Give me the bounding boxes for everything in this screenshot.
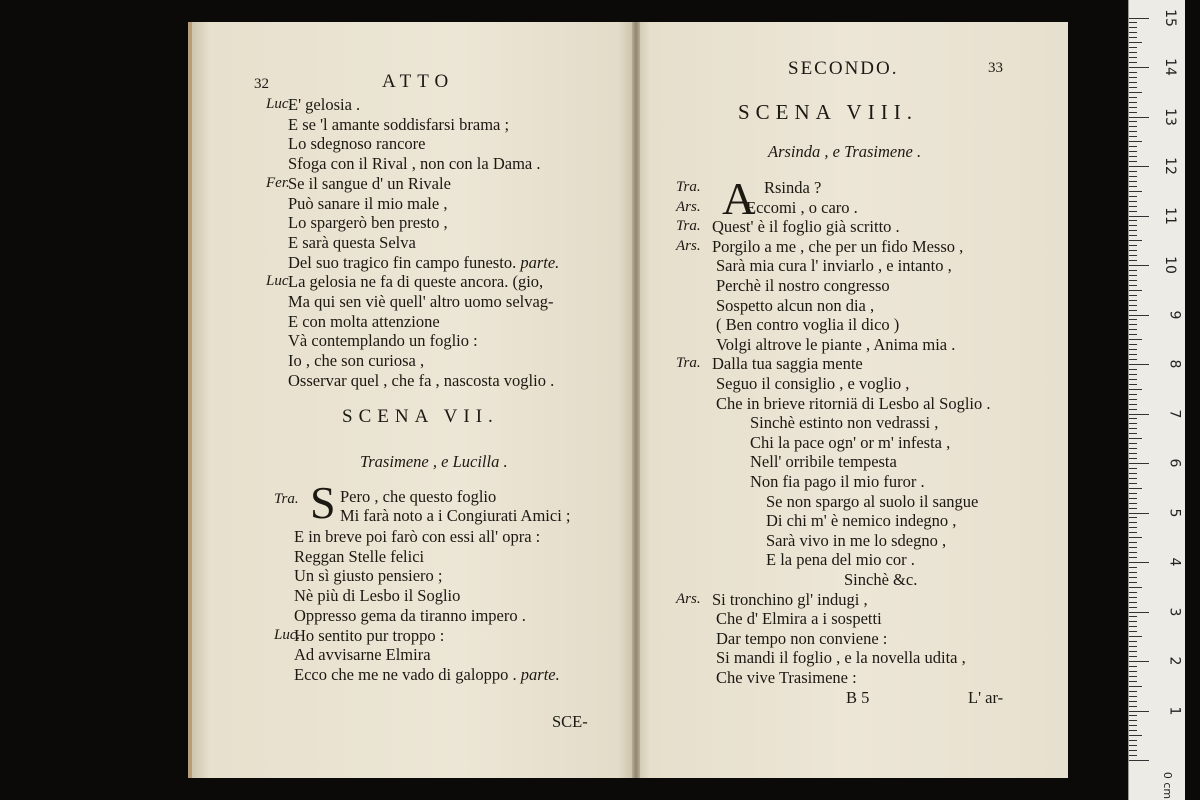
left-page [188,22,636,778]
ruler-tick [1129,508,1137,509]
drop-cap-right: A [722,173,756,224]
verse-text: Un sì giusto pensiero ; [294,566,443,586]
ruler-number: 6 [1166,458,1183,468]
ruler-tick [1129,201,1137,202]
ruler-tick [1129,691,1137,692]
ruler-tick [1129,760,1149,761]
ruler-tick [1129,260,1137,261]
verse-text: Dalla tua saggia mente [712,354,863,374]
ruler-tick [1129,285,1137,286]
ruler-tick [1129,740,1137,741]
verse-text: Osservar quel , che fa , nascosta voglio . [288,370,555,390]
speaker-label: Fer. [266,174,290,191]
catchword-right: L' ar- [968,688,1004,707]
ruler-tick [1129,641,1137,642]
speaker-label: Tra. [676,355,701,372]
ruler-tick [1129,161,1137,162]
verse-text: E' gelosia . [288,95,361,114]
ruler-tick [1129,117,1149,118]
verse-text: Si mandi il foglio , e la novella udita , [716,648,966,668]
ruler-tick [1129,745,1137,746]
ruler-tick [1129,626,1137,627]
ruler-tick [1129,349,1137,350]
ruler-tick [1129,146,1137,147]
ruler-tick [1129,112,1137,113]
verse-text: E sarà questa Selva [288,232,416,252]
verse-text: Ecco che me ne vado di galoppo . parte. [294,664,560,684]
scene-characters-right: Arsinda , e Trasimene . [768,142,922,161]
ruler-tick [1129,414,1149,415]
ruler-tick [1129,240,1142,241]
verse-text: Che in brieve ritorniä di Lesbo al Soglio . [716,393,991,413]
ruler-tick [1129,394,1137,395]
page-number-left: 32 [254,76,269,92]
ruler-tick [1129,270,1137,271]
ruler-number: 3 [1166,607,1183,616]
ruler-tick [1129,52,1137,53]
speaker-label: Ars. [676,590,701,607]
ruler-tick [1129,67,1149,68]
ruler-number: 13 [1162,107,1179,126]
ruler-tick [1129,701,1137,702]
drop-cap-left: S [310,477,336,528]
ruler-tick [1129,27,1137,28]
verse-text: Oppresso gema da tiranno impero . [294,605,526,625]
measurement-ruler [1128,0,1185,800]
ruler-tick [1129,141,1142,142]
ruler-tick [1129,171,1137,172]
verse-text: E in breve poi farò con essi all' opra : [294,527,541,546]
ruler-tick [1129,582,1137,583]
ruler-tick [1129,121,1137,122]
ruler-tick [1129,339,1142,340]
verse-text: Ad avvisarne Elmira [294,645,431,665]
ruler-tick [1129,151,1137,152]
verse-text: Porgilo a me , che per un fido Messo , [712,236,964,256]
scene-title-left: SCENA VII. [342,406,499,427]
ruler-tick [1129,725,1137,726]
ruler-tick [1129,250,1137,251]
verse-text: Rsinda ? [764,178,822,197]
ruler-tick [1129,711,1149,712]
ruler-tick [1129,557,1137,558]
ruler-tick [1129,537,1142,538]
scene-characters-left: Trasimene , e Lucilla . [360,452,508,471]
verse-text: Quest' è il foglio già scritto . [712,217,900,237]
ruler-number: 7 [1166,409,1183,418]
verse-text: Volgi altrove le piante , Anima mia . [716,334,956,354]
verse-text: Non fia pago il mio furor . [750,472,925,491]
ruler-tick [1129,631,1137,632]
verse-text: Sarà vivo in me lo sdegno , [766,530,947,550]
ruler-tick [1129,107,1137,108]
speaker-label: Luc. [274,626,301,643]
ruler-tick [1129,493,1137,494]
verse-text: Và contemplando un foglio : [288,331,478,351]
ruler-tick [1129,354,1137,355]
speaker-label: Tra. [676,218,701,235]
ruler-tick [1129,651,1137,652]
ruler-tick [1129,235,1137,236]
ruler-tick [1129,305,1137,306]
ruler-tick [1129,57,1137,58]
verse-text: Eccomi , o caro . [746,197,858,217]
ruler-tick [1129,37,1137,38]
ruler-tick [1129,607,1137,608]
ruler-tick [1129,47,1137,48]
ruler-number: 2 [1166,656,1183,666]
verse-text: Reggan Stelle felici [294,546,425,566]
ruler-tick [1129,616,1137,617]
verse-text: E la pena del mio cor . [766,550,915,570]
ruler-tick [1129,191,1142,192]
page-number-right: 33 [988,60,1003,76]
ruler-tick [1129,478,1137,479]
verse-text: Può sanare il mio male , [288,193,448,213]
verse-text: Sfoga con il Rival , non con la Dama . [288,154,541,174]
ruler-tick [1129,681,1137,682]
verse-text: Sinchè &c. [844,570,918,589]
ruler-tick [1129,488,1142,489]
ruler-tick [1129,621,1137,622]
verse-text: Che d' Elmira a i sospetti [716,609,882,629]
ruler-tick [1129,102,1137,103]
ruler-tick [1129,498,1137,499]
ruler-tick [1129,255,1137,256]
ruler-tick [1129,245,1137,246]
verse-text: Nell' orribile tempesta [750,452,897,472]
ruler-tick [1129,552,1137,553]
ruler-tick [1129,517,1137,518]
ruler-tick [1129,136,1137,137]
ruler-tick [1129,62,1137,63]
ruler-tick [1129,676,1137,677]
ruler-number: 9 [1166,310,1183,319]
ruler-tick [1129,438,1142,439]
ruler-tick [1129,166,1149,167]
ruler-tick [1129,666,1137,667]
ruler-tick [1129,176,1137,177]
ruler-number: 10 [1162,256,1179,274]
ruler-tick [1129,181,1137,182]
verse-text: Sarà mia cura l' inviarlo , e intanto , [716,256,952,276]
ruler-number: 15 [1162,8,1179,27]
ruler-tick [1129,389,1142,390]
ruler-tick [1129,562,1149,563]
ruler-tick [1129,265,1149,266]
verse-text: Si tronchino gl' indugi , [712,589,868,609]
ruler-number: 12 [1162,157,1179,175]
ruler-tick [1129,18,1149,19]
ruler-tick [1129,280,1137,281]
ruler-tick [1129,720,1137,721]
ruler-tick [1129,131,1137,132]
ruler-tick [1129,443,1137,444]
ruler-tick [1129,423,1137,424]
ruler-tick [1129,458,1137,459]
ruler-tick [1129,22,1137,23]
stage-direction: parte. [516,252,560,272]
verse-text: Perchè il nostro congresso [716,276,890,295]
ruler-tick [1129,453,1137,454]
ruler-tick [1129,384,1137,385]
ruler-tick [1129,433,1137,434]
ruler-tick [1129,344,1137,345]
verse-text: Che vive Trasimene : [716,668,857,687]
verse-text: Seguo il consiglio , e voglio , [716,374,910,393]
ruler-number: 1 [1166,706,1183,715]
ruler-tick [1129,612,1149,613]
right-page [636,22,1068,778]
ruler-tick [1129,300,1137,301]
verse-text: Ma qui sen viè quell' altro uomo selvag- [288,292,554,311]
running-head-left: ATTO [382,71,455,92]
verse-text: Lo spargerò ben presto , [288,213,448,233]
ruler-tick [1129,473,1137,474]
stage-direction: parte. [516,664,560,684]
ruler-tick [1129,369,1137,370]
ruler-tick [1129,735,1142,736]
ruler-tick [1129,532,1137,533]
ruler-tick [1129,32,1137,33]
verse-text: Chi la pace ogn' or m' infesta , [750,432,951,452]
ruler-tick [1129,329,1137,330]
ruler-tick [1129,379,1137,380]
ruler-tick [1129,72,1137,73]
ruler-tick [1129,602,1137,603]
ruler-tick [1129,527,1137,528]
ruler-tick [1129,715,1137,716]
verse-text: E se 'l amante soddisfarsi brama ; [288,114,510,134]
book-gutter [632,22,640,778]
ruler-tick [1129,220,1137,221]
verse-text: Ho sentito pur troppo : [294,625,445,645]
ruler-unit-label: 0 cm [1160,771,1174,800]
catchword-left: SCE- [552,712,588,731]
ruler-tick [1129,755,1137,756]
ruler-tick [1129,483,1137,484]
ruler-tick [1129,275,1137,276]
ruler-tick [1129,295,1137,296]
verse-text: Pero , che questo foglio [340,487,497,506]
ruler-tick [1129,686,1142,687]
ruler-tick [1129,290,1142,291]
verse-text: Sospetto alcun non dia , [716,295,875,315]
ruler-number: 4 [1166,557,1183,567]
verse-text: Se non spargo al suolo il sangue [766,491,979,511]
ruler-tick [1129,196,1137,197]
ruler-tick [1129,409,1137,410]
ruler-tick [1129,399,1137,400]
ruler-tick [1129,587,1142,588]
ruler-tick [1129,656,1137,657]
ruler-tick [1129,359,1137,360]
verse-text: E con molta attenzione [288,311,440,331]
ruler-tick [1129,92,1142,93]
ruler-tick [1129,186,1137,187]
ruler-tick [1129,730,1137,731]
ruler-tick [1129,404,1137,405]
verse-text: Se il sangue d' un Rivale [288,173,451,193]
ruler-number: 14 [1162,58,1179,76]
ruler-tick [1129,646,1137,647]
verse-text: Io , che son curiosa , [288,351,425,371]
ruler-tick [1129,324,1137,325]
ruler-tick [1129,42,1142,43]
scene-title-right: SCENA VIII. [738,100,918,124]
ruler-tick [1129,334,1137,335]
ruler-tick [1129,463,1149,464]
ruler-tick [1129,374,1137,375]
ruler-tick [1129,572,1137,573]
signature-mark: B 5 [846,688,870,707]
ruler-tick [1129,211,1137,212]
first-speaker-left: Tra. [274,491,299,507]
ruler-tick [1129,513,1149,514]
ruler-tick [1129,636,1142,637]
ruler-tick [1129,97,1137,98]
verse-text: Del suo tragico fin campo funesto. parte. [288,252,560,272]
speaker-label: Ars. [676,198,701,215]
verse-text: La gelosia ne fa di queste ancora. (gio, [288,272,544,292]
ruler-tick [1129,418,1137,419]
ruler-tick [1129,126,1137,127]
ruler-tick [1129,542,1137,543]
ruler-tick [1129,156,1137,157]
ruler-tick [1129,661,1149,662]
speaker-label: Luc. [266,273,293,290]
ruler-tick [1129,206,1137,207]
verse-text: Dar tempo non conviene : [716,628,888,648]
speaker-label: Ars. [676,237,701,254]
ruler-tick [1129,225,1137,226]
running-head-right: SECONDO. [788,58,899,79]
speaker-label: Luc. [266,96,293,112]
open-book [188,22,1068,778]
ruler-tick [1129,448,1137,449]
ruler-tick [1129,503,1137,504]
verse-text: Mi farà noto a i Congiurati Amici ; [340,506,571,525]
ruler-tick [1129,671,1137,672]
ruler-tick [1129,468,1137,469]
ruler-tick [1129,597,1137,598]
ruler-tick [1129,577,1137,578]
ruler-tick [1129,216,1149,217]
verse-text: Di chi m' è nemico indegno , [766,511,957,531]
verse-text: Nè più di Lesbo il Soglio [294,586,461,606]
ruler-tick [1129,522,1137,523]
ruler-tick [1129,82,1137,83]
ruler-tick [1129,87,1137,88]
ruler-tick [1129,567,1137,568]
ruler-number: 5 [1166,508,1183,517]
ruler-tick [1129,319,1137,320]
ruler-tick [1129,706,1137,707]
ruler-tick [1129,77,1137,78]
verse-text: Sinchè estinto non vedrassi , [750,413,939,433]
ruler-number: 11 [1162,206,1179,225]
ruler-tick [1129,696,1137,697]
ruler-tick [1129,315,1149,316]
ruler-tick [1129,230,1137,231]
ruler-number: 8 [1166,359,1183,369]
ruler-tick [1129,364,1149,365]
ruler-tick [1129,428,1137,429]
ruler-tick [1129,310,1137,311]
ruler-tick [1129,750,1137,751]
ruler-tick [1129,547,1137,548]
speaker-label: Tra. [676,179,701,195]
verse-text: Lo sdegnoso rancore [288,134,426,154]
verse-text: ( Ben contro voglia il dico ) [716,315,900,335]
ruler-tick [1129,592,1137,593]
